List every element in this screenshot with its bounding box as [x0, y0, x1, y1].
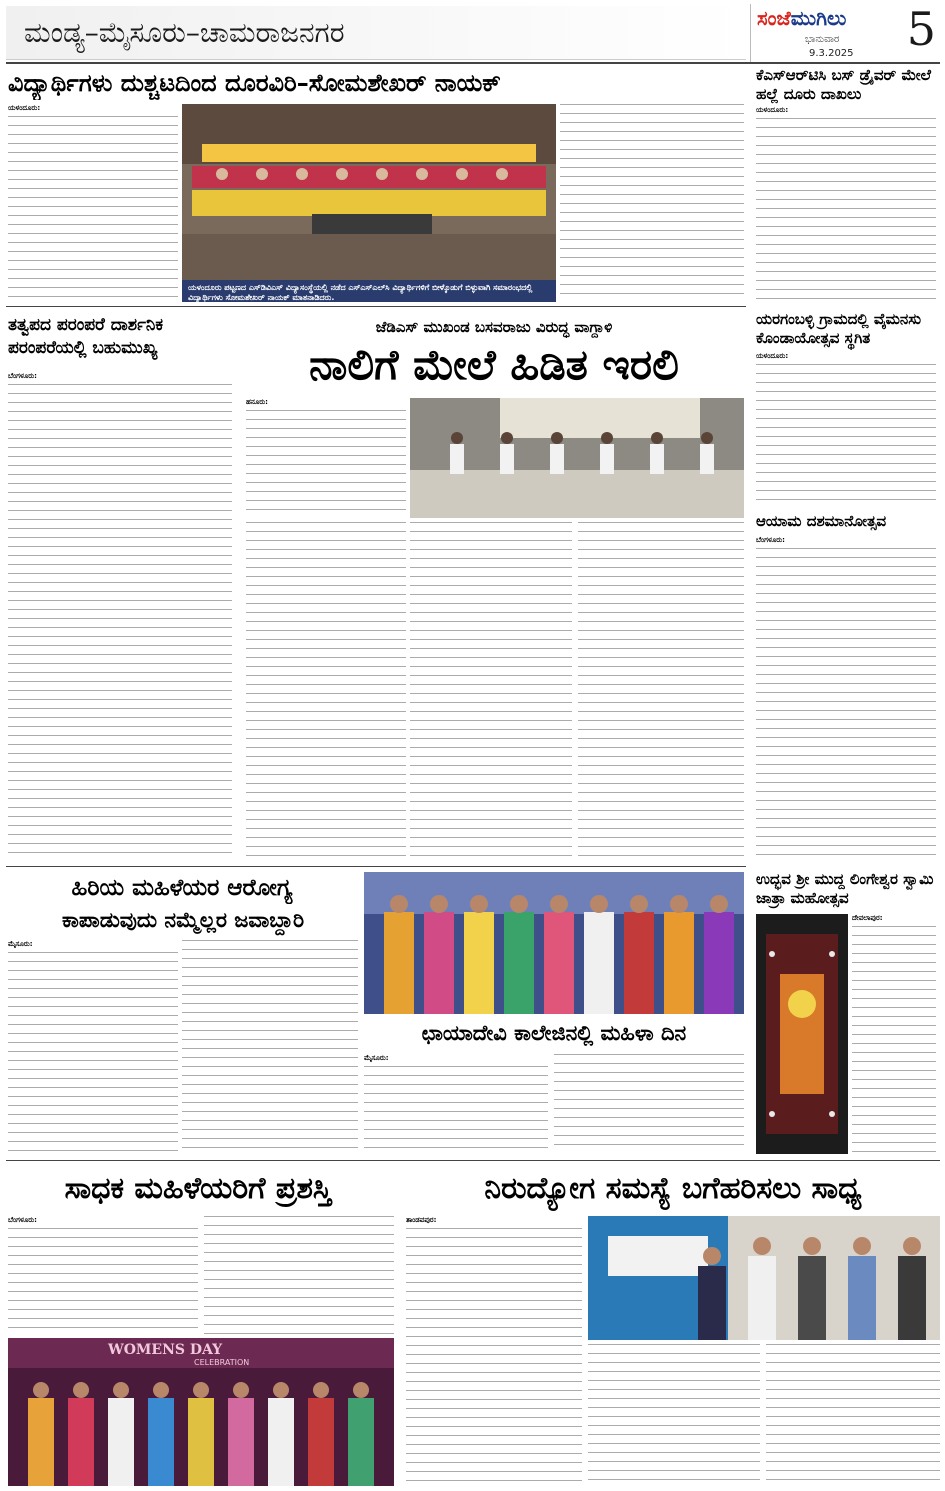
story1-caption: ಯಳಂದೂರು ಪಟ್ಟಣದ ಎಸ್‌ಡಿವಿಎಸ್ ವಿದ್ಯಾಸಂಸ್ಥೆಯಲ್ಲಿ ನಡೆದ ಎಸ್‌ಎಸ್‌ಎಲ್‌ಸಿ ವಿದ್ಯಾರ್ಥಿಗಳಿಗೆ ಬೀಳ್ಕೊಡುಗೆ ಬಿಳ್ಳುವಾಗಿ ಸಮಾರಂಭದಲ್ಲಿ ವಿದ್ಯಾರ್ಥಿಗಳು ಸೋಮಶೇಖರ್ ನಾಯಕ್ ಮಾತನಾಡಿದರು.	[182, 280, 556, 302]
story3-body-a	[246, 410, 406, 510]
divider-2	[6, 866, 746, 867]
story3-headline: ನಾಲಿಗೆ ಮೇಲೆ ಹಿಡಿತ ಇರಲಿ	[309, 340, 679, 389]
divider-3	[6, 1160, 940, 1161]
banner-subtitle: CELEBRATION	[194, 1358, 250, 1367]
banner-title: WOMENS DAY	[108, 1342, 223, 1358]
divider-1	[6, 306, 746, 307]
story4-dateline: ಮೈಸೂರು:	[8, 940, 33, 948]
logo-part-a: ಸಂಜೆ	[757, 6, 791, 30]
side4-photo	[756, 914, 848, 1154]
story5-body-b	[554, 1054, 744, 1152]
side1-body	[756, 118, 936, 300]
story4-body-b	[182, 940, 358, 1152]
story1-dateline: ಯಳಂದೂರು:	[8, 104, 41, 112]
story5-headline: ಛಾಯಾದೇವಿ ಕಾಲೇಜಿನಲ್ಲಿ ಮಹಿಳಾ ದಿನ	[421, 1021, 687, 1045]
story6-body-b	[204, 1216, 394, 1334]
story7-photo	[588, 1216, 940, 1340]
story6-dateline: ಬೆಂಗಳೂರು:	[8, 1216, 37, 1224]
story5-body-a	[364, 1066, 548, 1152]
story4-body-a	[8, 952, 178, 1152]
side4-body	[852, 926, 936, 1154]
story1-headline: ವಿದ್ಯಾರ್ಥಿಗಳು ದುಶ್ಚಟದಿಂದ ದೂರವಿರಿ–ಸೋಮಶೇಖರ್ ನಾಯಕ್	[8, 69, 501, 97]
side2-dateline: ಯಳಂದೂರು:	[756, 352, 789, 360]
brand-block	[750, 4, 940, 62]
story2-dateline: ಬೆಂಗಳೂರು:	[8, 372, 37, 380]
story3-dateline: ಹನೂರು:	[246, 398, 268, 406]
story4-headline-b: ಕಾಪಾಡುವುದು ನಮ್ಮೆಲ್ಲರ ಜವಾಬ್ದಾರಿ	[61, 908, 305, 932]
story5-photo	[364, 872, 744, 1014]
side1-dateline: ಯಳಂದೂರು:	[756, 106, 789, 114]
side4-headline: ಉದ್ಭವ ಶ್ರೀ ಮುದ್ದ ಲಿಂಗೇಶ್ವರ ಸ್ವಾಮಿ ಜಾತ್ರಾ ಮಹೋತ್ಸವ	[756, 870, 934, 907]
masthead-rule	[6, 62, 940, 64]
story3-body-d	[578, 522, 744, 860]
story3-photo	[410, 398, 744, 518]
side1-headline: ಕೆಎಸ್‌ಆರ್‌ಟಿಸಿ ಬಸ್ ಡ್ರೈವರ್ ಮೇಲೆ ಹಲ್ಲೆ ದೂರು ದಾಖಲು	[756, 66, 931, 103]
section-masthead: ಮಂಡ್ಯ–ಮೈಸೂರು–ಚಾಮರಾಜನಗರ	[6, 6, 746, 60]
story1-body	[8, 116, 178, 300]
story7-body-c	[766, 1344, 940, 1486]
story3-body-c	[410, 522, 572, 860]
story6-body-a	[8, 1228, 198, 1334]
story2-headline: ತತ್ವಪದ ಪರಂಪರೆ ದಾರ್ಶನಿಕ ಪರಂಪರೆಯಲ್ಲಿ ಬಹುಮುಖ್ಯ	[8, 315, 163, 358]
issue-day: ಭಾನುವಾರ	[805, 34, 840, 45]
story7-headline: ನಿರುದ್ಯೋಗ ಸಮಸ್ಯೆ ಬಗೆಹರಿಸಲು ಸಾಧ್ಯ	[484, 1171, 862, 1206]
story2-body	[8, 384, 232, 860]
side3-headline: ಆಯಾಮ ದಶಮಾನೋತ್ಸವ	[756, 512, 887, 530]
side2-body	[756, 364, 936, 502]
story1-photo	[182, 104, 556, 280]
side3-dateline: ಬೆಂಗಳೂರು:	[756, 536, 785, 544]
side3-body	[756, 548, 936, 860]
story7-dateline: ತಾಂಡವಪುರ:	[406, 1216, 437, 1224]
story6-headline: ಸಾಧಕ ಮಹಿಳೆಯರಿಗೆ ಪ್ರಶಸ್ತಿ	[64, 1171, 332, 1206]
story7-body-a	[406, 1228, 582, 1486]
story1-body-cont	[560, 104, 744, 300]
story3-body-b	[246, 522, 406, 860]
page-number: 5	[906, 2, 936, 56]
issue-date: 9.3.2025	[809, 48, 854, 59]
side2-headline: ಯರಗಂಬಳ್ಳಿ ಗ್ರಾಮದಲ್ಲಿ ವೈಮನಸು ಕೊಂಡಾಯೋತ್ಸವ ಸ್ಥಗಿತ	[756, 310, 921, 347]
logo-part-b: ಮುಗಿಲು	[790, 6, 847, 30]
story6-photo	[8, 1338, 394, 1486]
story7-body-b	[588, 1344, 760, 1486]
story3-kicker: ಜೆಡಿಎಸ್ ಮುಖಂಡ ಬಸವರಾಜು ವಿರುದ್ಧ ವಾಗ್ದಾಳಿ	[375, 318, 613, 336]
side4-dateline: ದೇವಲಾಪುರ:	[852, 914, 883, 922]
story4-headline-a: ಹಿರಿಯ ಮಹಿಳೆಯರ ಆರೋಗ್ಯ	[71, 875, 293, 901]
story5-dateline: ಮೈಸೂರು:	[364, 1054, 389, 1062]
newspaper-logo	[757, 6, 846, 30]
